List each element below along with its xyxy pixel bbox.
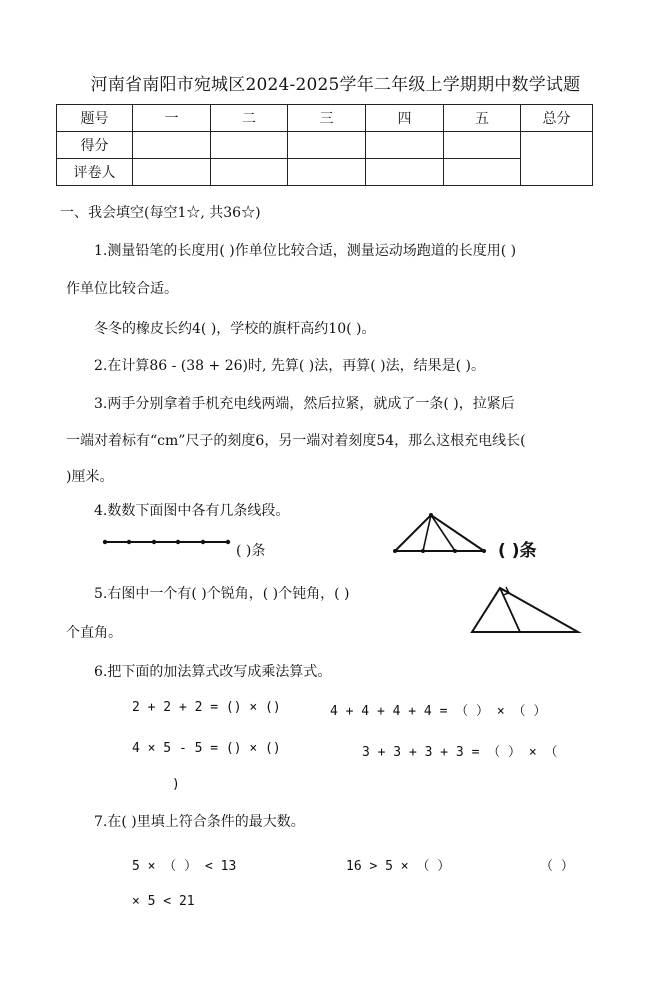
header-cell: 四 — [366, 105, 444, 132]
header-cell: 三 — [288, 105, 366, 132]
grader-cell[interactable] — [133, 159, 211, 186]
question-7-c-tail: × 5 < 21 — [132, 894, 195, 909]
grader-cell[interactable] — [288, 159, 366, 186]
question-6-c: 4 × 5 - 5 = () × () — [132, 741, 281, 756]
segment-point — [127, 540, 131, 544]
question-6-a: 2 + 2 + 2 = () × () — [132, 700, 281, 715]
question-6: 6.把下面的加法算式改写成乘法算式。 — [94, 664, 332, 680]
question-1-line-3: 冬冬的橡皮长约4( )，学校的旗杆高约10( )。 — [94, 321, 376, 337]
question-6-b: 4 + 4 + 4 + 4 = （ ） × （ ） — [330, 704, 547, 719]
question-3-line-3: )厘米。 — [66, 469, 114, 485]
score-cell[interactable] — [133, 132, 211, 159]
triangle-fan-figure — [390, 510, 500, 558]
total-score-cell[interactable] — [521, 132, 593, 186]
question-3-line-2: 一端对着标有“cm”尺子的刻度6，另一端对着刻度54，那么这根充电线长( — [66, 433, 526, 449]
score-table-header-row — [57, 105, 593, 132]
score-cell[interactable] — [366, 132, 444, 159]
score-cell[interactable] — [211, 132, 288, 159]
segment-point — [176, 540, 180, 544]
fan-line — [431, 515, 455, 551]
segment-point — [226, 540, 230, 544]
section-heading: 一、我会填空(每空1☆, 共36☆) — [60, 205, 261, 221]
segment-line-figure — [100, 532, 240, 552]
question-4: 4.数数下面图中各有几条线段。 — [94, 503, 290, 519]
question-6-d: 3 + 3 + 3 + 3 = （ ） × （ — [362, 745, 558, 760]
question-7-c: （ ） — [540, 859, 574, 874]
header-cell: 题号 — [57, 105, 133, 132]
angle-triangle-figure — [468, 584, 584, 638]
row-label: 评卷人 — [57, 159, 133, 186]
question-6-d-tail: ) — [172, 777, 180, 792]
segment-point — [103, 540, 107, 544]
question-3-line-1: 3.两手分别拿着手机充电线两端，然后拉紧，就成了一条( )，拉紧后 — [94, 396, 515, 412]
triangle-outline — [472, 588, 578, 632]
segment-point — [152, 540, 156, 544]
segment-point — [201, 540, 205, 544]
base-point — [453, 549, 457, 553]
base-point — [393, 549, 397, 553]
score-table — [56, 104, 593, 186]
question-1-line-1: 1.测量铅笔的长度用( )作单位比较合适，测量运动场跑道的长度用( ) — [94, 243, 517, 259]
question-5-line-2: 个直角。 — [66, 625, 122, 641]
triangle-apex-point — [429, 513, 433, 517]
score-cell[interactable] — [288, 132, 366, 159]
score-cell[interactable] — [444, 132, 521, 159]
base-point — [482, 549, 486, 553]
score-row — [57, 132, 593, 159]
header-cell: 一 — [133, 105, 211, 132]
grader-cell[interactable] — [211, 159, 288, 186]
page-title: 河南省南阳市宛城区2024-2025学年二年级上学期期中数学试题 — [90, 75, 581, 95]
question-4-right-blank: ( )条 — [498, 541, 537, 561]
triangle-sides — [395, 515, 484, 551]
grader-cell[interactable] — [444, 159, 521, 186]
base-point — [421, 549, 425, 553]
question-1-line-2: 作单位比较合适。 — [66, 281, 178, 297]
row-label: 得分 — [57, 132, 133, 159]
question-4-left-blank: ( )条 — [236, 543, 266, 559]
header-cell: 总分 — [521, 105, 593, 132]
grader-row — [57, 159, 593, 186]
header-cell: 二 — [211, 105, 288, 132]
question-7: 7.在( )里填上符合条件的最大数。 — [94, 814, 305, 830]
question-5-line-1: 5.右图中一个有( )个锐角，( )个钝角，( ) — [94, 586, 350, 602]
question-7-b: 16 > 5 × （ ） — [346, 859, 451, 874]
question-2: 2.在计算86 - (38 + 26)时, 先算( )法，再算( )法，结果是( )。 — [94, 358, 486, 374]
grader-cell[interactable] — [366, 159, 444, 186]
header-cell: 五 — [444, 105, 521, 132]
question-7-a: 5 × （ ） < 13 — [132, 859, 237, 874]
